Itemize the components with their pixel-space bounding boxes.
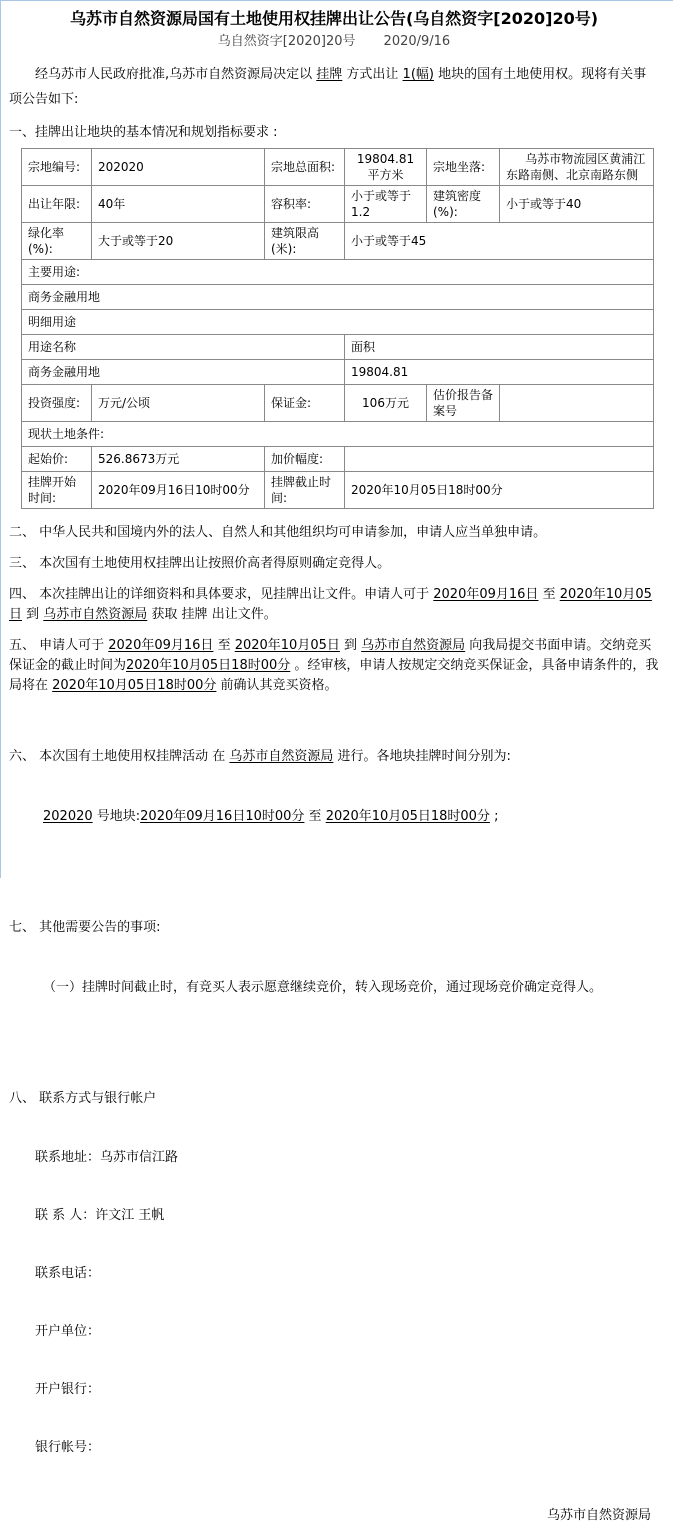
appraisal-value <box>500 385 654 422</box>
section8-block <box>9 1049 659 1497</box>
deposit-label: 保证金: <box>265 385 345 422</box>
table-row <box>22 186 654 223</box>
text-segment: 前确认其竞买资格。 <box>216 678 338 693</box>
contact-person: 联 系 人：许文江 王帆 <box>35 1208 165 1223</box>
text-segment: 二、 中华人民共和国境内外的法人、自然人和其他组织均可申请参加，申请人应当单独申请。 <box>9 525 547 540</box>
height-limit-value: 小于或等于45 <box>345 223 654 260</box>
appraisal-label: 估价报告备案号 <box>427 385 500 422</box>
text-segment: 五、 申请人可于 <box>9 638 109 653</box>
text-segment: 获取 挂牌 出让文件。 <box>147 607 277 622</box>
section3-paragraph <box>9 554 659 574</box>
location-value: 乌苏市物流园区黄浦江东路南侧、北京南路东侧 <box>500 149 654 186</box>
start-time-label: 挂牌开始时间: <box>22 472 92 509</box>
end-time-value: 2020年10月05日18时00分 <box>345 472 654 509</box>
underlined-value: 2020年10月05日 <box>9 587 652 622</box>
underlined-value: 2020年10月05日18时00分 <box>126 658 291 673</box>
table-row <box>22 360 654 385</box>
use-area-value: 19804.81 <box>345 360 654 385</box>
table-row <box>22 310 654 335</box>
doc-number: 乌自然资字[2020]20号 <box>217 34 356 49</box>
table-row <box>22 447 654 472</box>
text-segment: 到 <box>339 638 362 653</box>
start-price-value: 526.8673万元 <box>92 447 265 472</box>
text-segment: 地块的国有土地使用权。现将有关事项公告如下: <box>9 67 647 107</box>
section7-heading: 七、 其他需要公告的事项: <box>9 920 161 935</box>
table-row <box>22 223 654 260</box>
underlined-value: 乌苏市自然资源局 <box>229 749 334 764</box>
table-row <box>22 260 654 285</box>
text-segment: ; <box>489 809 499 824</box>
term-value: 40年 <box>92 186 265 223</box>
text-segment: 号地块: <box>92 809 141 824</box>
text-segment: 到 <box>22 607 44 622</box>
parcel-no-value: 202020 <box>92 149 265 186</box>
density-label: 建筑密度(%): <box>427 186 500 223</box>
underlined-value: 2020年10月05日18时00分 <box>325 809 490 824</box>
green-rate-value: 大于或等于20 <box>92 223 265 260</box>
term-label: 出让年限: <box>22 186 92 223</box>
text-segment: 至 <box>304 809 326 824</box>
contact-address: 联系地址：乌苏市信江路 <box>35 1150 179 1165</box>
text-segment: 。经审核，申请人按规定交纳竞买保证金，具备申请条件的，我局将在 <box>9 658 659 693</box>
text-segment: 方式出让 <box>342 67 403 82</box>
use-area-header: 面积 <box>345 335 654 360</box>
increment-label: 加价幅度: <box>265 447 345 472</box>
far-value: 小于或等于1.2 <box>345 186 427 223</box>
end-time-label: 挂牌截止时间: <box>265 472 345 509</box>
deposit-value: 106万元 <box>345 385 427 422</box>
section1-heading: 一、挂牌出让地块的基本情况和规划指标要求 : <box>9 125 278 140</box>
density-value: 小于或等于40 <box>500 186 654 223</box>
table-row <box>22 422 654 447</box>
section6-parcel-schedule <box>9 807 659 827</box>
underlined-value: 2020年09月16日 <box>108 638 214 653</box>
parcel-info-table <box>21 148 654 509</box>
total-area-label: 宗地总面积: <box>265 149 345 186</box>
use-name-value: 商务金融用地 <box>22 360 345 385</box>
page-title: 乌苏市自然资源局国有土地使用权挂牌出让公告(乌自然资字[2020]20号) <box>69 9 599 28</box>
main-use-value: 商务金融用地 <box>22 285 654 310</box>
green-rate-label: 绿化率(%): <box>22 223 92 260</box>
intro-paragraph <box>9 62 659 112</box>
section2-paragraph <box>9 523 659 543</box>
contact-phone: 联系电话： <box>35 1266 101 1281</box>
underlined-value: 乌苏市自然资源局 <box>43 607 148 622</box>
main-use-label: 主要用途: <box>22 260 654 285</box>
section6-line1 <box>9 747 659 767</box>
text-segment: 进行。各地块挂牌时间分别为: <box>333 749 511 764</box>
location-label: 宗地坐落: <box>427 149 500 186</box>
text-segment: 至 <box>538 587 560 602</box>
text-segment: 至 <box>213 638 235 653</box>
text-segment: 六、 本次国有土地使用权挂牌活动 在 <box>9 749 230 764</box>
start-price-label: 起始价: <box>22 447 92 472</box>
section7-paragraph <box>9 878 659 1038</box>
doc-date: 2020/9/16 <box>383 34 451 49</box>
table-row <box>22 472 654 509</box>
far-label: 容积率: <box>265 186 345 223</box>
section5-paragraph <box>9 636 659 696</box>
total-area-value: 19804.81平方米 <box>345 149 427 186</box>
use-name-header: 用途名称 <box>22 335 345 360</box>
underlined-value: 202020 <box>43 809 93 824</box>
table-row <box>22 149 654 186</box>
account-unit: 开户单位： <box>35 1324 101 1339</box>
underlined-value: 2020年09月16日10时00分 <box>140 809 305 824</box>
underlined-value: 挂牌 <box>316 67 343 82</box>
underlined-value: 乌苏市自然资源局 <box>361 638 466 653</box>
detail-use-label: 明细用途 <box>22 310 654 335</box>
doc-meta <box>9 34 659 50</box>
investment-label: 投资强度: <box>22 385 92 422</box>
table-row <box>22 385 654 422</box>
increment-value <box>345 447 654 472</box>
start-time-value: 2020年09月16日10时00分 <box>92 472 265 509</box>
issuer-signature: 乌苏市自然资源局 <box>546 1508 651 1523</box>
text-segment: 四、 本次挂牌出让的详细资料和具体要求，见挂牌出让文件。申请人可于 <box>9 587 434 602</box>
land-condition-label: 现状土地条件: <box>22 422 654 447</box>
text-segment: 经乌苏市人民政府批准,乌苏市自然资源局决定以 <box>35 67 317 82</box>
parcel-no-label: 宗地编号: <box>22 149 92 186</box>
text-segment: 三、 本次国有土地使用权挂牌出让按照价高者得原则确定竞得人。 <box>9 556 391 571</box>
section6-paragraph <box>9 707 659 867</box>
account-number: 银行帐号： <box>35 1440 101 1455</box>
table-row <box>22 285 654 310</box>
underlined-value: 1(幅) <box>402 67 434 82</box>
underlined-value: 2020年09月16日 <box>433 587 539 602</box>
section4-paragraph <box>9 585 659 625</box>
account-bank: 开户银行： <box>35 1382 101 1397</box>
investment-value: 万元/公顷 <box>92 385 265 422</box>
table-row <box>22 335 654 360</box>
height-limit-label: 建筑限高(米): <box>265 223 345 260</box>
underlined-value: 2020年10月05日 <box>234 638 340 653</box>
underlined-value: 2020年10月05日18时00分 <box>52 678 217 693</box>
section8-heading: 八、 联系方式与银行帐户 <box>9 1091 157 1106</box>
section7-item1: （一）挂牌时间截止时，有竞买人表示愿意继续竞价，转入现场竞价，通过现场竞价确定竞得人。 <box>43 980 603 995</box>
text-segment: 向我局提交书面申请。交纳竞买保证金的截止时间为 <box>9 638 652 673</box>
